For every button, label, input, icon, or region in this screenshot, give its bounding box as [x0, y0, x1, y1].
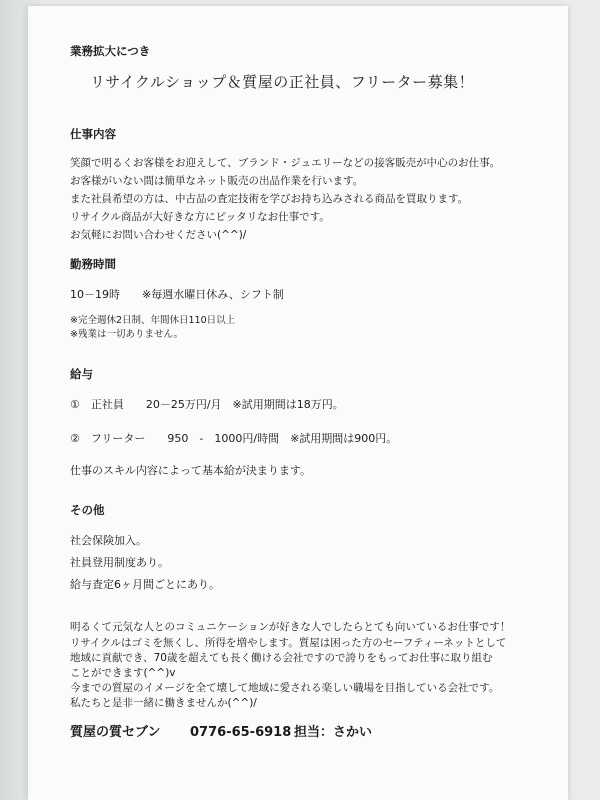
message-line: リサイクルはゴミを無くし、所得を増やします。質屋は困った方のセーフティーネットとして — [70, 637, 507, 649]
salary-heading: 給与 — [70, 367, 93, 381]
other-line: 社員登用制度あり。 — [70, 556, 169, 569]
job-line: リサイクル商品が大好きな方にピッタリなお仕事です。 — [70, 211, 330, 223]
job-heading: 仕事内容 — [70, 127, 116, 141]
contact-person: 担当：さかい — [294, 725, 373, 740]
flyer-paper — [28, 6, 568, 800]
salary-note: 仕事のスキル内容によって基本給が決まります。 — [70, 464, 312, 477]
header-kicker: 業務拡大につき — [70, 44, 151, 58]
job-line: また社員希望の方は、中古品の査定技術を学びお持ち込みされる商品を買取ります。 — [70, 193, 469, 205]
page-title: リサイクルショップ＆質屋の正社員、フリーター募集！ — [90, 73, 475, 91]
message-line: 私たちと是非一緒に働きませんか(^^)/ — [70, 697, 257, 709]
salary-item: ① 正社員 20－25万円/月 ※試用期間は18万円。 — [70, 398, 344, 411]
message-line: ことができます(^^)v — [70, 667, 176, 679]
message-line: 地域に貢献でき、70歳を超えても長く働ける会社ですので誇りをもってお仕事に取り組む — [70, 652, 493, 664]
other-line: 給与査定6ヶ月間ごとにあり。 — [70, 578, 220, 591]
job-line: 笑顔で明るくお客様をお迎えして、ブランド・ジュエリーなどの接客販売が中心のお仕事。 — [70, 157, 501, 169]
company-name: 質屋の質セブン — [70, 725, 161, 740]
phone-number: 0776-65-6918 — [190, 725, 292, 740]
hours-note: ※完全週休2日制、年間休日110日以上 — [70, 315, 236, 326]
job-line: お気軽にお問い合わせください(^^)/ — [70, 229, 247, 241]
other-line: 社会保険加入。 — [70, 534, 147, 547]
other-heading: その他 — [70, 503, 105, 517]
message-line: 今までの質屋のイメージを全て壊して地域に愛される楽しい職場を目指している会社です。 — [70, 682, 500, 694]
hours-heading: 勤務時間 — [70, 257, 116, 271]
hours-main: 10－19時 ※毎週水曜日休み、シフト制 — [70, 288, 284, 301]
job-line: お客様がいない間は簡単なネット販売の出品作業を行います。 — [70, 175, 364, 187]
hours-note: ※残業は一切ありません。 — [70, 329, 184, 340]
salary-item: ② フリーター 950 - 1000円/時間 ※試用期間は900円。 — [70, 432, 398, 445]
message-line: 明るくて元気な人とのコミュニケーションが好きな人でしたらとても向いているお仕事です！ — [70, 621, 511, 633]
